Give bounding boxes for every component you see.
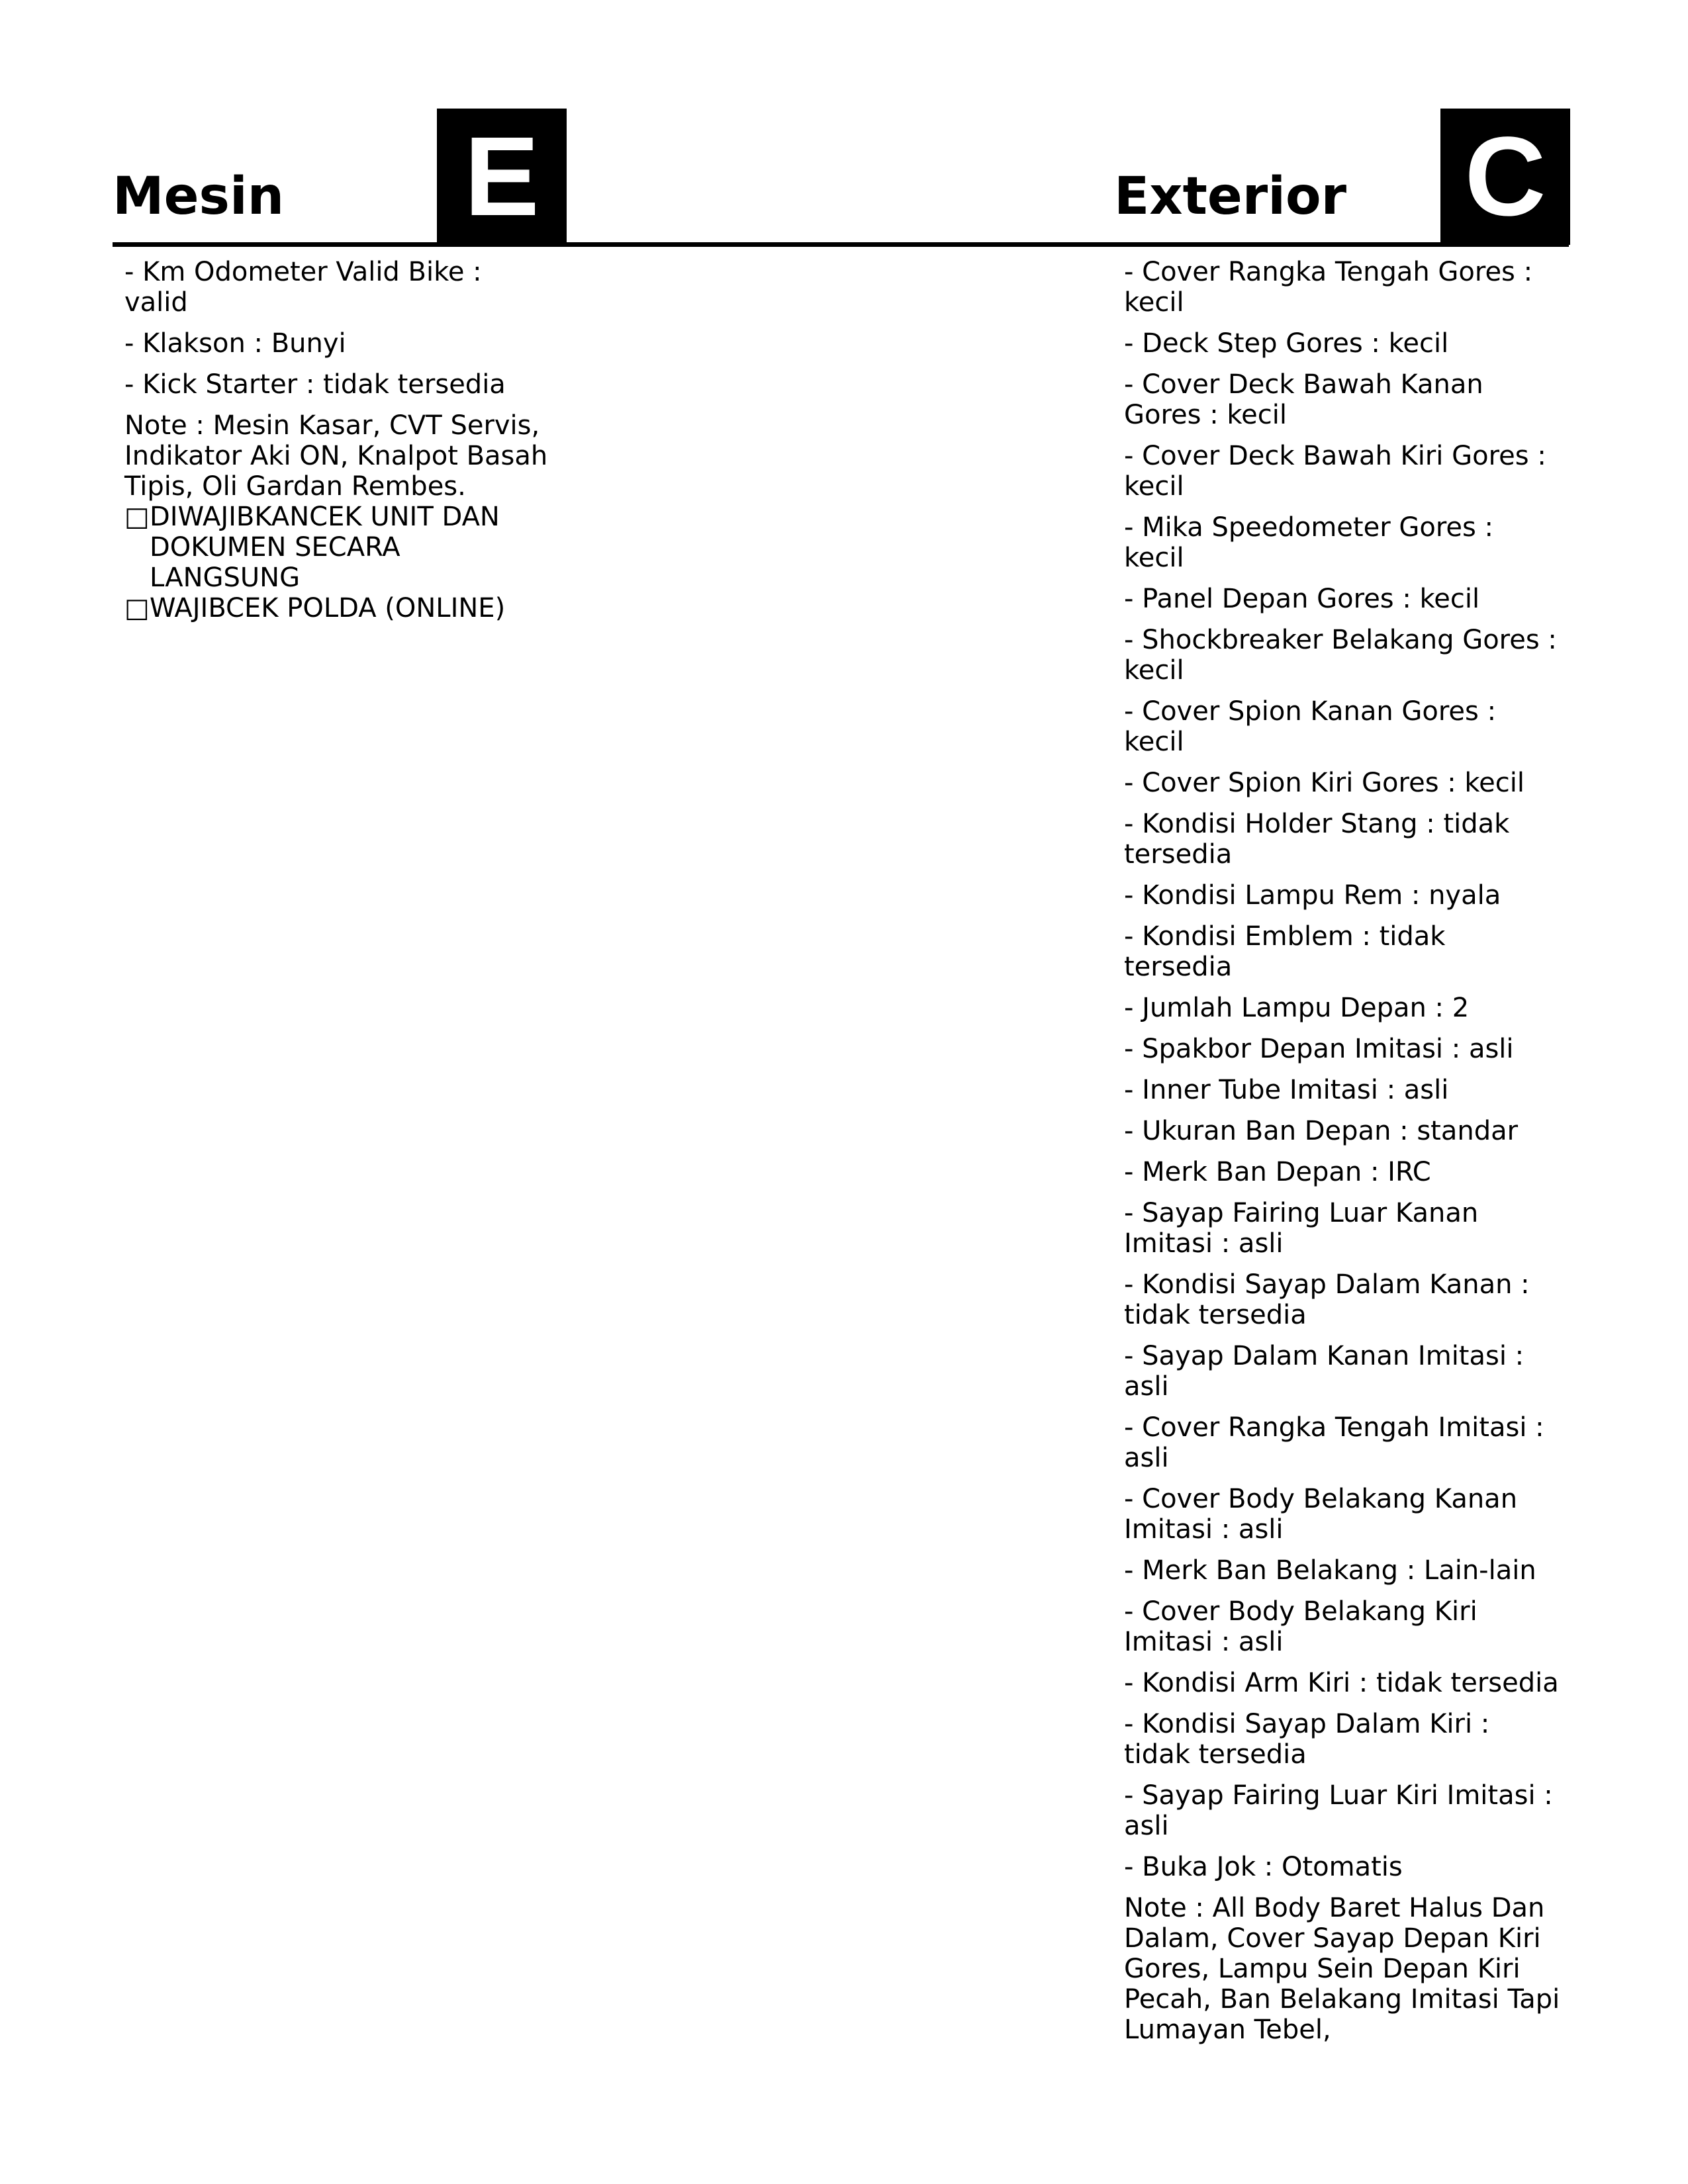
exterior-item: - Cover Body Belakang Kiri Imitasi : asli	[1124, 1596, 1477, 1657]
warning-glyph-icon: □	[124, 593, 150, 623]
exterior-title: Exterior	[1114, 167, 1347, 226]
exterior-item: - Panel Depan Gores : kecil	[1124, 584, 1480, 614]
mesin-warning-1: □DIWAJIBKANCEK UNIT DAN DOKUMEN SECARA LANGSUNG	[124, 502, 500, 593]
exterior-item: - Merk Ban Belakang : Lain-lain	[1124, 1555, 1536, 1586]
mesin-item-kick-starter: - Kick Starter : tidak tersedia	[124, 369, 506, 400]
exterior-item: - Cover Deck Bawah Kiri Gores : kecil	[1124, 441, 1546, 502]
exterior-item: - Jumlah Lampu Depan : 2	[1124, 993, 1470, 1023]
exterior-note: Note : All Body Baret Halus Dan Dalam, Cover Sayap Depan Kiri Gores, Lampu Sein Depan Kiri Pecah, Ban Belakang Imitasi Tapi Lumayan Tebel,	[1124, 1893, 1560, 2045]
mesin-grade-badge: E	[437, 109, 567, 245]
mesin-column	[124, 257, 548, 623]
exterior-item: - Kondisi Holder Stang : tidak tersedia	[1124, 809, 1510, 870]
exterior-item: - Kondisi Sayap Dalam Kiri : tidak tersedia	[1124, 1709, 1490, 1770]
mesin-item-klakson: - Klakson : Bunyi	[124, 328, 346, 359]
warning-glyph-icon: □	[124, 502, 150, 532]
header-divider	[113, 242, 1569, 247]
mesin-title: Mesin	[113, 167, 285, 226]
exterior-item: - Shockbreaker Belakang Gores : kecil	[1124, 625, 1557, 686]
exterior-item: - Kondisi Sayap Dalam Kanan : tidak tersedia	[1124, 1269, 1530, 1330]
exterior-item: - Merk Ban Depan : IRC	[1124, 1157, 1431, 1187]
exterior-item: - Sayap Fairing Luar Kiri Imitasi : asli	[1124, 1780, 1553, 1841]
mesin-warning-2: □WAJIBCEK POLDA (ONLINE)	[124, 593, 506, 623]
exterior-item: - Inner Tube Imitasi : asli	[1124, 1075, 1449, 1105]
exterior-item: - Kondisi Lampu Rem : nyala	[1124, 880, 1501, 911]
exterior-item: - Cover Spion Kanan Gores : kecil	[1124, 696, 1497, 757]
exterior-item: - Sayap Dalam Kanan Imitasi : asli	[1124, 1341, 1524, 1402]
exterior-item: - Cover Body Belakang Kanan Imitasi : asli	[1124, 1484, 1518, 1545]
exterior-item: - Buka Jok : Otomatis	[1124, 1852, 1403, 1882]
exterior-item: - Spakbor Depan Imitasi : asli	[1124, 1034, 1514, 1064]
exterior-column	[1124, 257, 1561, 2045]
exterior-item: - Ukuran Ban Depan : standar	[1124, 1116, 1519, 1146]
exterior-item: - Cover Rangka Tengah Gores : kecil	[1124, 257, 1533, 318]
exterior-item: - Cover Deck Bawah Kanan Gores : kecil	[1124, 369, 1483, 430]
exterior-item: - Kondisi Arm Kiri : tidak tersedia	[1124, 1668, 1559, 1698]
mesin-note-text: Note : Mesin Kasar, CVT Servis, Indikator Aki ON, Knalpot Basah Tipis, Oli Gardan Rembes.	[124, 410, 548, 502]
exterior-item: - Deck Step Gores : kecil	[1124, 328, 1449, 359]
exterior-item: - Cover Rangka Tengah Imitasi : asli	[1124, 1412, 1544, 1473]
mesin-note	[124, 410, 548, 623]
exterior-item: - Kondisi Emblem : tidak tersedia	[1124, 921, 1446, 982]
exterior-item: - Cover Spion Kiri Gores : kecil	[1124, 768, 1524, 798]
exterior-item: - Mika Speedometer Gores : kecil	[1124, 512, 1494, 573]
exterior-item: - Sayap Fairing Luar Kanan Imitasi : asli	[1124, 1198, 1479, 1259]
exterior-grade-badge: C	[1440, 109, 1570, 245]
mesin-item-odometer: - Km Odometer Valid Bike : valid	[124, 257, 482, 318]
